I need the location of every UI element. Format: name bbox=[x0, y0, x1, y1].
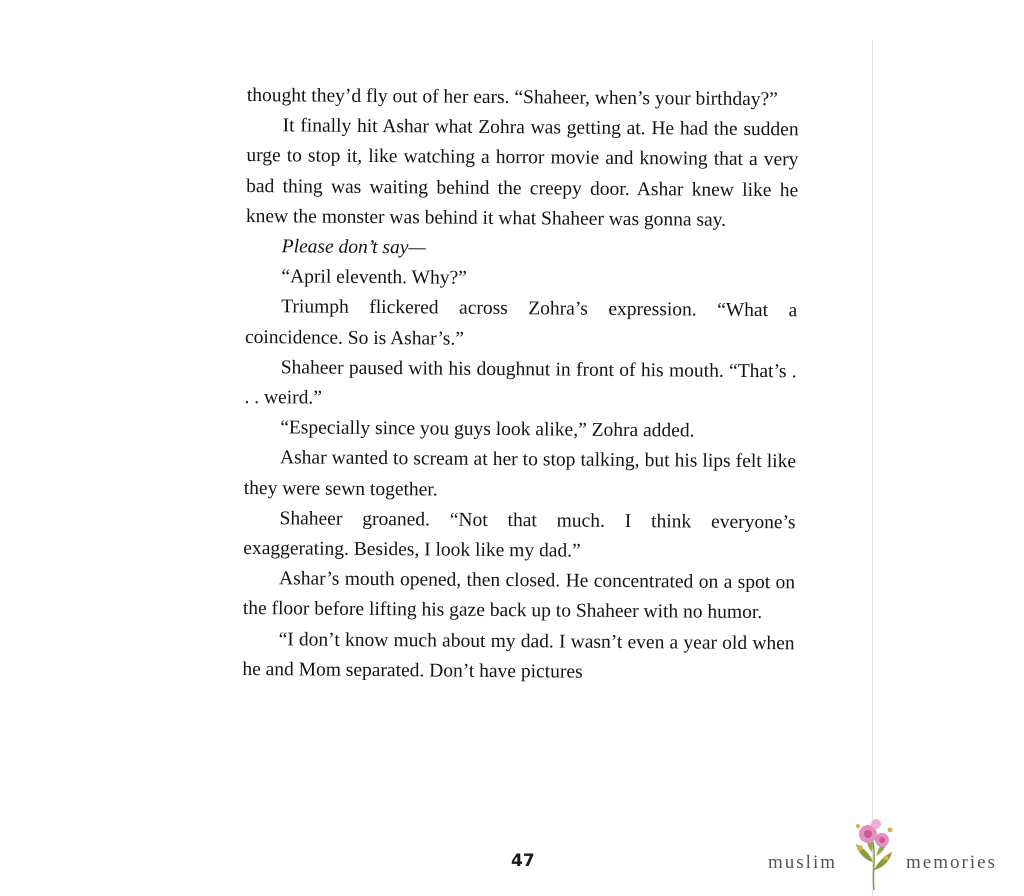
watermark-word-left: muslim bbox=[768, 852, 838, 873]
page-edge-line bbox=[872, 40, 873, 896]
paragraph-10: Ashar’s mouth opened, then closed. He concentrated on a spot on the floor before lifting his gaze back up to Shaheer with no humor. bbox=[242, 568, 796, 624]
paragraph-3: Please don’t say— bbox=[281, 236, 426, 259]
paragraph-6: Shaheer paused with his doughnut in front of his mouth. “That’s . . . weird.” bbox=[244, 357, 797, 409]
paragraph-9: Shaheer groaned. “Not that much. I think everyone’s exaggerating. Besides, I look like my dad.” bbox=[243, 508, 796, 562]
paragraph-8: Ashar wanted to scream at her to stop talking, but his lips felt like they were sewn together. bbox=[243, 447, 797, 501]
page-text bbox=[242, 81, 799, 689]
watermark-word-right: memories bbox=[906, 852, 997, 873]
paragraph-7: “Especially since you guys look alike,” Zohra added. bbox=[280, 417, 695, 442]
page-number: 47 bbox=[511, 851, 535, 871]
paragraph-11: “I don’t know much about my dad. I wasn’t even a year old when he and Mom separated. Don’t have pictures bbox=[242, 628, 795, 683]
flower-bouquet-icon bbox=[846, 812, 902, 892]
paragraph-1: thought they’d fly out of her ears. “Shaheer, when’s your birthday?” bbox=[246, 84, 778, 111]
watermark-logo bbox=[764, 812, 1016, 892]
paragraph-4: “April eleventh. Why?” bbox=[281, 266, 467, 289]
paragraph-5: Triumph flickered across Zohra’s expression. “What a coincidence. So is Ashar’s.” bbox=[244, 296, 798, 350]
paragraph-2: It finally hit Ashar what Zohra was getting at. He had the sudden urge to stop it, like watching a horror movie and knowing that a very bad thing was waiting behind the creepy door. Ashar knew like he knew the monster was behind it what Shaheer was gonna say. bbox=[245, 115, 799, 231]
